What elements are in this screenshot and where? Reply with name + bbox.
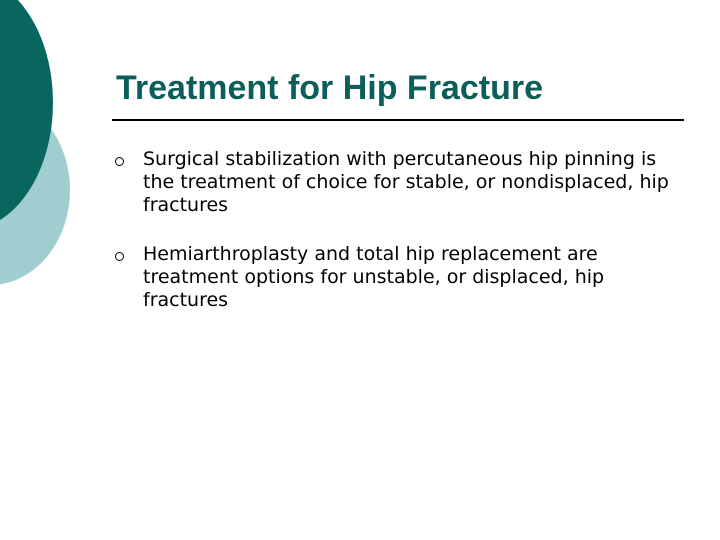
bullet-item — [112, 243, 672, 312]
slide-title: Treatment for Hip Fracture — [116, 69, 543, 107]
bullet-list — [112, 148, 672, 338]
hollow-circle-bullet-icon — [115, 252, 124, 261]
bullet-item — [112, 148, 672, 217]
title-divider — [112, 119, 684, 121]
hollow-circle-bullet-icon — [115, 157, 124, 166]
bullet-text: Surgical stabilization with percutaneous hip pinning is the treatment of choice for stable, or nondisplaced, hip fractures — [143, 148, 669, 216]
bullet-text: Hemiarthroplasty and total hip replacement are treatment options for unstable, or displaced, hip fractures — [143, 243, 605, 311]
